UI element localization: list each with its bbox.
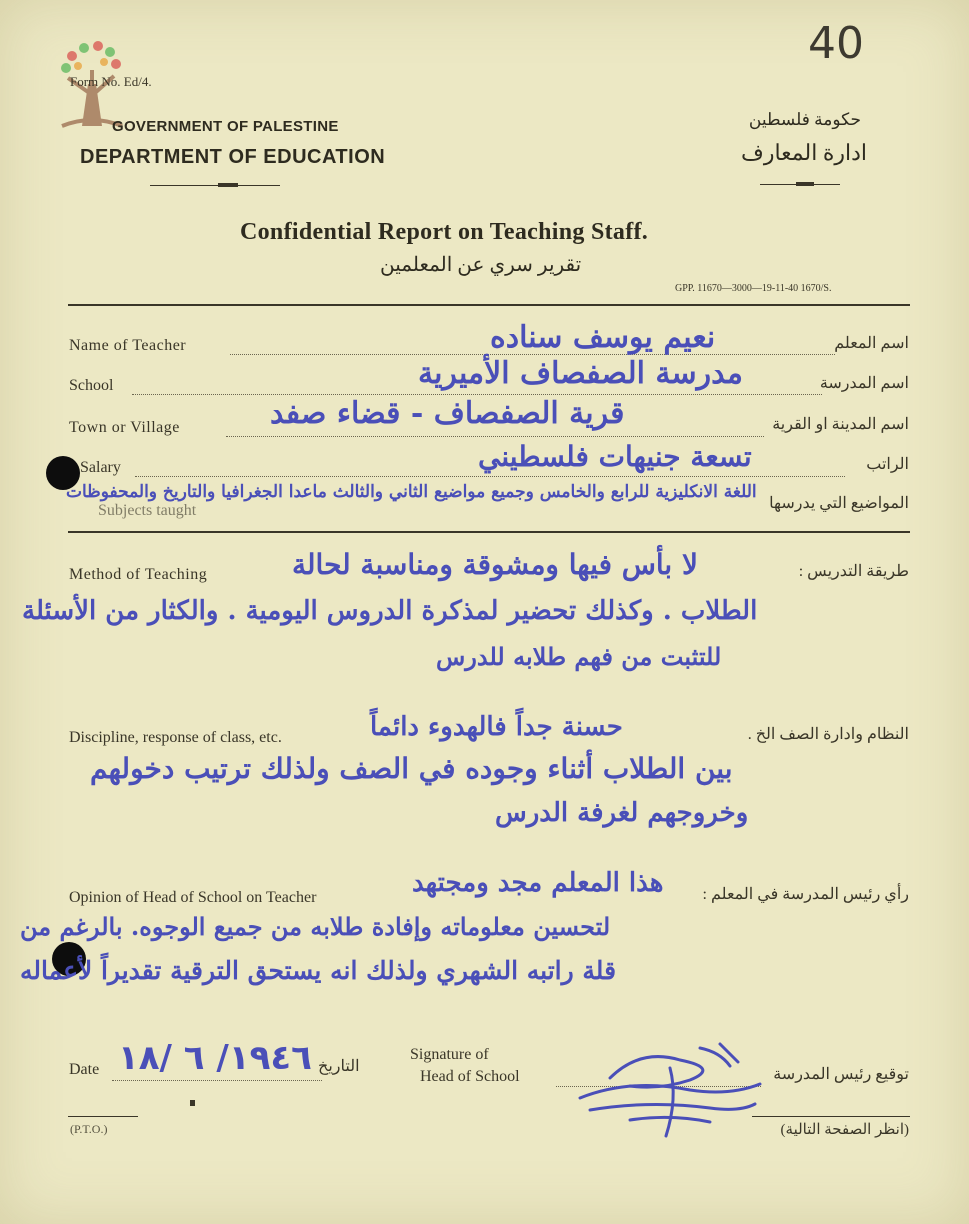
opinion-label-ar: رأي رئيس المدرسة في المعلم :	[702, 886, 909, 903]
discipline-line-2: بين الطلاب أثناء وجوده في الصف ولذلك ترتيب دخولهم	[90, 752, 733, 785]
discipline-line-1: حسنة جداً فالهدوء دائماً	[370, 712, 623, 742]
opinion-line-1: هذا المعلم مجد ومجتهد	[412, 868, 664, 898]
name-label-en: Name of Teacher	[69, 337, 187, 354]
header-divider-right-mark	[796, 182, 814, 186]
footer-rule-right	[752, 1116, 910, 1117]
head-signature-image	[570, 1038, 770, 1148]
footer-rule-left	[68, 1116, 138, 1117]
government-ar: حكومة فلسطين	[748, 110, 861, 129]
department-en: DEPARTMENT OF EDUCATION	[80, 146, 386, 168]
subjects-label-en: Subjects taught	[98, 502, 197, 519]
header-divider-left	[150, 185, 280, 186]
discipline-line-3: وخروجهم لغرفة الدرس	[495, 798, 749, 828]
method-label-ar: طريقة التدريس :	[798, 563, 909, 580]
pto-en: (P.T.O.)	[70, 1122, 108, 1136]
method-line-3: للتثبت من فهم طلابه للدرس	[436, 642, 722, 671]
discipline-label-ar: النظام وادارة الصف الخ .	[747, 726, 909, 743]
salary-label-ar: الراتب	[866, 456, 909, 473]
date-label-ar: التاريخ	[318, 1058, 360, 1075]
date-value: ١٩٤٦/ ٦ /١٨	[118, 1038, 312, 1078]
school-value: مدرسة الصفصاف الأميرية	[418, 356, 743, 391]
pto-ar: (انظر الصفحة التالية)	[780, 1122, 909, 1138]
fields-rule	[68, 531, 910, 533]
report-title-en: Confidential Report on Teaching Staff.	[240, 219, 649, 245]
name-label-ar: اسم المعلم	[834, 335, 909, 352]
form-number: Form No. Ed/4.	[70, 74, 152, 89]
government-en: GOVERNMENT OF PALESTINE	[112, 118, 339, 135]
salary-value: تسعة جنيهات فلسطيني	[478, 440, 752, 473]
opinion-label-en: Opinion of Head of School on Teacher	[69, 889, 317, 906]
method-line-2: الطلاب . وكذلك تحضير لمذكرة الدروس اليومية . والكثار من الأسئلة	[22, 596, 758, 626]
signature-label-en-1: Signature of	[410, 1046, 489, 1063]
town-dotted-line	[226, 436, 764, 437]
header-divider-left-mark	[218, 183, 238, 187]
town-label-ar: اسم المدينة او القرية	[772, 416, 909, 433]
opinion-line-2: لتحسين معلوماته وإفادة طلابه من جميع الوجوه. بالرغم من	[20, 912, 611, 941]
subjects-label-ar: المواضيع التي يدرسها	[769, 495, 909, 512]
date-label-en: Date	[69, 1061, 100, 1078]
method-line-1: لا بأس فيها ومشوقة ومناسبة لحالة	[292, 548, 698, 581]
date-dotted-line	[112, 1080, 322, 1081]
print-code: GPP. 11670—3000—19-11-40 1670/S.	[675, 283, 832, 294]
salary-dotted-line	[135, 476, 845, 477]
signature-label-en-2: Head of School	[420, 1068, 520, 1085]
town-value: قرية الصفصاف - قضاء صفد	[270, 396, 625, 431]
salary-label-en: Salary	[80, 459, 121, 476]
report-title-ar: تقرير سري عن المعلمين	[380, 254, 582, 276]
school-dotted-line	[132, 394, 822, 395]
footer-mark	[190, 1100, 195, 1106]
town-label-en: Town or Village	[69, 419, 180, 436]
department-ar: ادارة المعارف	[741, 140, 867, 165]
discipline-label-en: Discipline, response of class, etc.	[69, 729, 282, 746]
school-label-en: School	[69, 377, 114, 394]
signature-label-ar: توقيع رئيس المدرسة	[773, 1066, 909, 1083]
school-label-ar: اسم المدرسة	[819, 375, 909, 392]
opinion-line-3: قلة راتبه الشهري ولذلك انه يستحق الترقية تقديراً لأعماله	[20, 956, 617, 985]
method-label-en: Method of Teaching	[69, 566, 208, 583]
name-value: نعيم يوسف سناده	[490, 320, 716, 355]
page-number: 40	[808, 18, 864, 69]
title-rule	[68, 304, 910, 306]
subjects-value: اللغة الانكليزية للرابع والخامس وجميع مواضيع الثاني والثالث ماعدا الجغرافيا والتاريخ والمحفوظات	[66, 482, 757, 502]
